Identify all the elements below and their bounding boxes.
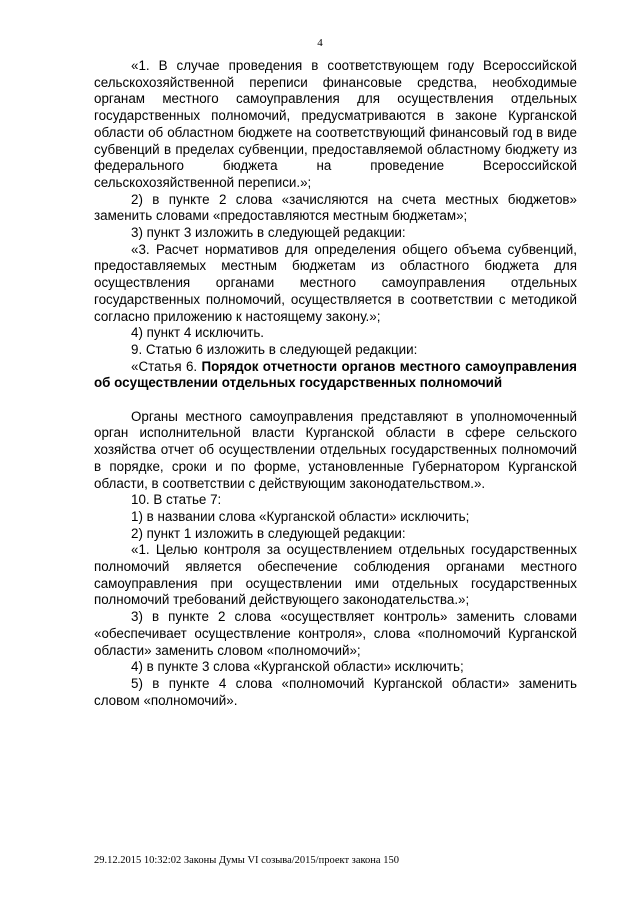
paragraph: «1. Целью контроля за осуществлением отдельных государственных полномочий является обеспечение соблюдения органами местного самоуправления при осуществлении ими отдельных государственных полномочий требований действующего законодательства.»; bbox=[94, 542, 577, 608]
paragraph: 2) пункт 1 изложить в следующей редакции: bbox=[131, 525, 406, 541]
article-heading-prefix: «Статья 6. bbox=[131, 358, 202, 374]
paragraph: 3) пункт 3 изложить в следующей редакции: bbox=[131, 225, 406, 241]
document-body bbox=[94, 58, 577, 709]
paragraph: 9. Статью 6 изложить в следующей редакции: bbox=[131, 341, 418, 357]
footer-stamp: 29.12.2015 10:32:02 Законы Думы VI созыва/2015/проект закона 150 bbox=[94, 855, 399, 866]
page-number: 4 bbox=[317, 37, 323, 49]
paragraph: 3) в пункте 2 слова «осуществляет контроль» заменить словами «обеспечивает осуществление контроля», слова «полномочий Курганской области» заменить словом «полномочий»; bbox=[94, 609, 577, 658]
paragraph: 4) пункт 4 исключить. bbox=[131, 325, 265, 341]
paragraph: «1. В случае проведения в соответствующем году Всероссийской сельскохозяйственной переписи финансовые средства, необходимые органам местного самоуправления для осуществления отдельных государственных полномочий, предусматриваются в законе Курганской области об областном бюджете на соответствующий финансовый год в виде субвенций в пределах субвенции, предоставляемой областному бюджету из федерального бюджета на проведение Всероссийской сельскохозяйственной переписи.»; bbox=[94, 58, 577, 190]
paragraph: 4) в пункте 3 слова «Курганской области» исключить; bbox=[131, 659, 464, 675]
paragraph: 10. В статье 7: bbox=[131, 492, 222, 508]
article-heading-title: Порядок отчетности органов местного самоуправления об осуществлении отдельных государственных полномочий bbox=[94, 358, 577, 391]
paragraph: «3. Расчет нормативов для определения общего объема субвенций, предоставляемых местным бюджетам из областного бюджета для осуществления органами местного самоуправления отдельных государственных полномочий, осуществляется в соответствии с методикой согласно приложению к настоящему закону.»; bbox=[94, 241, 577, 324]
paragraph: Органы местного самоуправления представляют в уполномоченный орган исполнительной власти Курганской области в сфере сельского хозяйства отчет об осуществлении отдельных государственных полномочий в порядке, сроки и по форме, установленные Губернатором Курганской области, в соответствии с действующим законодательством.». bbox=[94, 408, 577, 491]
paragraph: 1) в названии слова «Курганской области» исключить; bbox=[131, 508, 470, 524]
article-heading bbox=[94, 359, 577, 392]
paragraph: 2) в пункте 2 слова «зачисляются на счета местных бюджетов» заменить словами «предоставляются местным бюджетам»; bbox=[94, 191, 577, 224]
paragraph: 5) в пункте 4 слова «полномочий Курганской области» заменить словом «полномочий». bbox=[94, 676, 577, 708]
blank-line bbox=[94, 392, 577, 409]
